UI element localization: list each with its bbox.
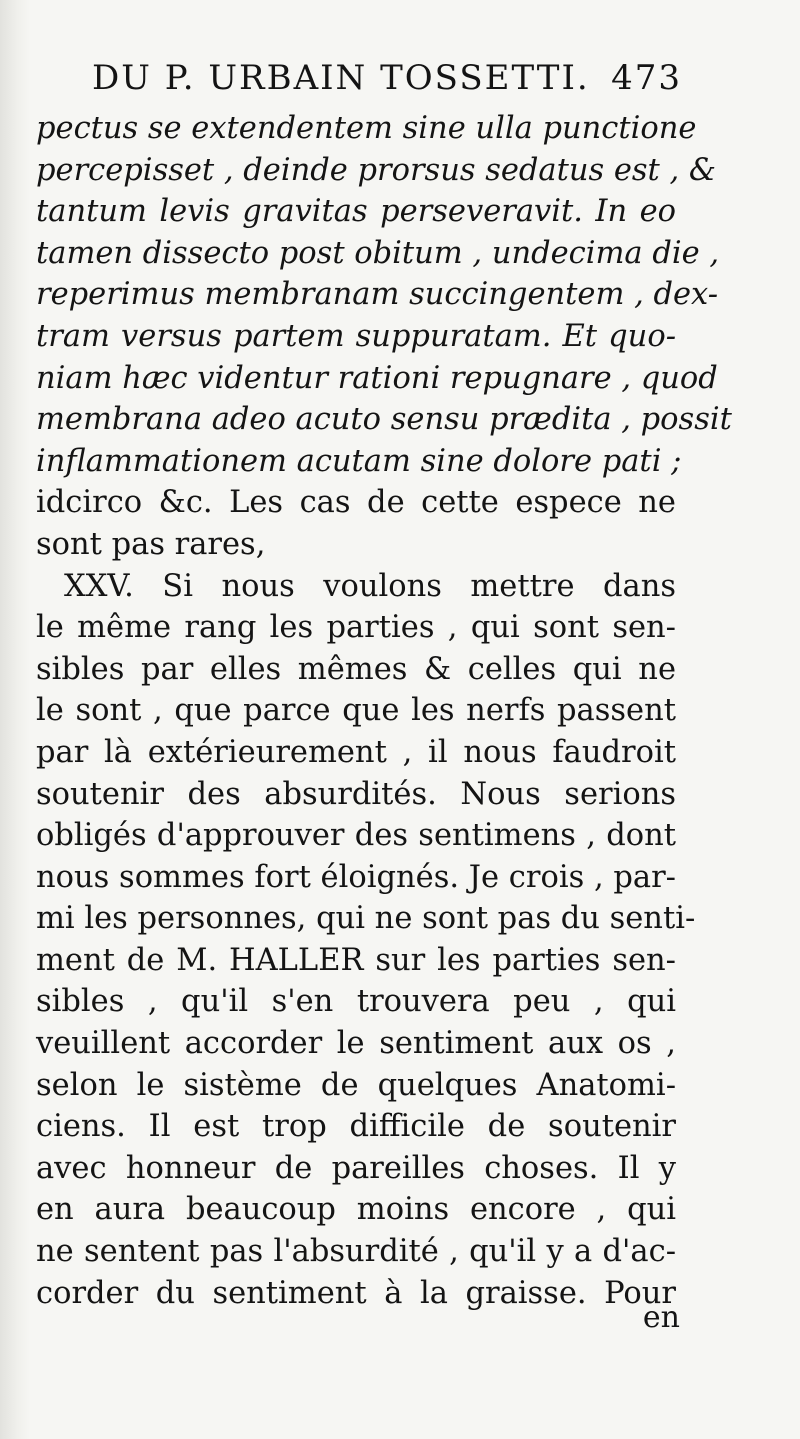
text-line: ment de M. HALLER sur les parties sen- [36, 942, 676, 978]
page-number: 473 [611, 58, 682, 98]
text-line: inflammationem acutam sine dolore pati ; [36, 443, 682, 479]
text-line: nous sommes fort éloignés. Je crois , par- [36, 859, 676, 895]
catchword: en [642, 1300, 680, 1335]
text-line: veuillent accorder le sentiment aux os , [36, 1026, 676, 1062]
text-line: sont pas rares, [36, 526, 266, 562]
running-head: DU P. URBAIN TOSSETTI. [92, 58, 590, 98]
page-header [82, 52, 682, 102]
text-line: selon le sistème de quelques Anatomi- [36, 1067, 676, 1103]
text-line: le même rang les parties , qui sont sen- [36, 610, 676, 646]
text-line: corder du sentiment à la graisse. Pour [36, 1275, 676, 1311]
text-line: par là extérieurement , il nous faudroit [36, 734, 676, 770]
text-line: idcirco &c. Les cas de cette espece ne [36, 485, 676, 521]
section-heading-line: XXV. Si nous voulons mettre dans [64, 568, 676, 604]
text-line: obligés d'approuver des sentimens , dont [36, 818, 676, 854]
page-edge-shadow [0, 0, 30, 1439]
text-line: percepisset , deinde prorsus sedatus est , & [36, 152, 717, 188]
text-line: niam hæc videntur rationi repugnare , quod [36, 360, 718, 396]
text-line: mi les personnes, qui ne sont pas du senti- [36, 901, 696, 937]
text-line: reperimus membranam succingentem , dex- [36, 277, 719, 313]
text-line: pectus se extendentem sine ulla punctione [36, 111, 697, 146]
text-line: tantum levis gravitas perseveravit. In eo [36, 194, 676, 230]
text-line: en aura beaucoup moins encore , qui [36, 1192, 676, 1228]
text-line: membrana adeo acuto sensu prædita , possit [36, 402, 732, 438]
text-line: le sont , que parce que les nerfs passent [36, 693, 676, 729]
text-line: soutenir des absurdités. Nous serions [36, 776, 676, 812]
text-line: ne sentent pas l'absurdité , qu'il y a d'ac- [36, 1234, 676, 1270]
text-line: ciens. Il est trop difficile de soutenir [36, 1109, 676, 1145]
body-text [36, 108, 732, 1314]
text-line: sibles par elles mêmes & celles qui ne [36, 651, 676, 687]
text-line: sibles , qu'il s'en trouvera peu , qui [36, 984, 676, 1020]
text-line: avec honneur de pareilles choses. Il y [36, 1150, 676, 1186]
text-line: tamen dissecto post obitum , undecima die , [36, 235, 720, 271]
text-line: tram versus partem suppuratam. Et quo- [36, 318, 676, 354]
